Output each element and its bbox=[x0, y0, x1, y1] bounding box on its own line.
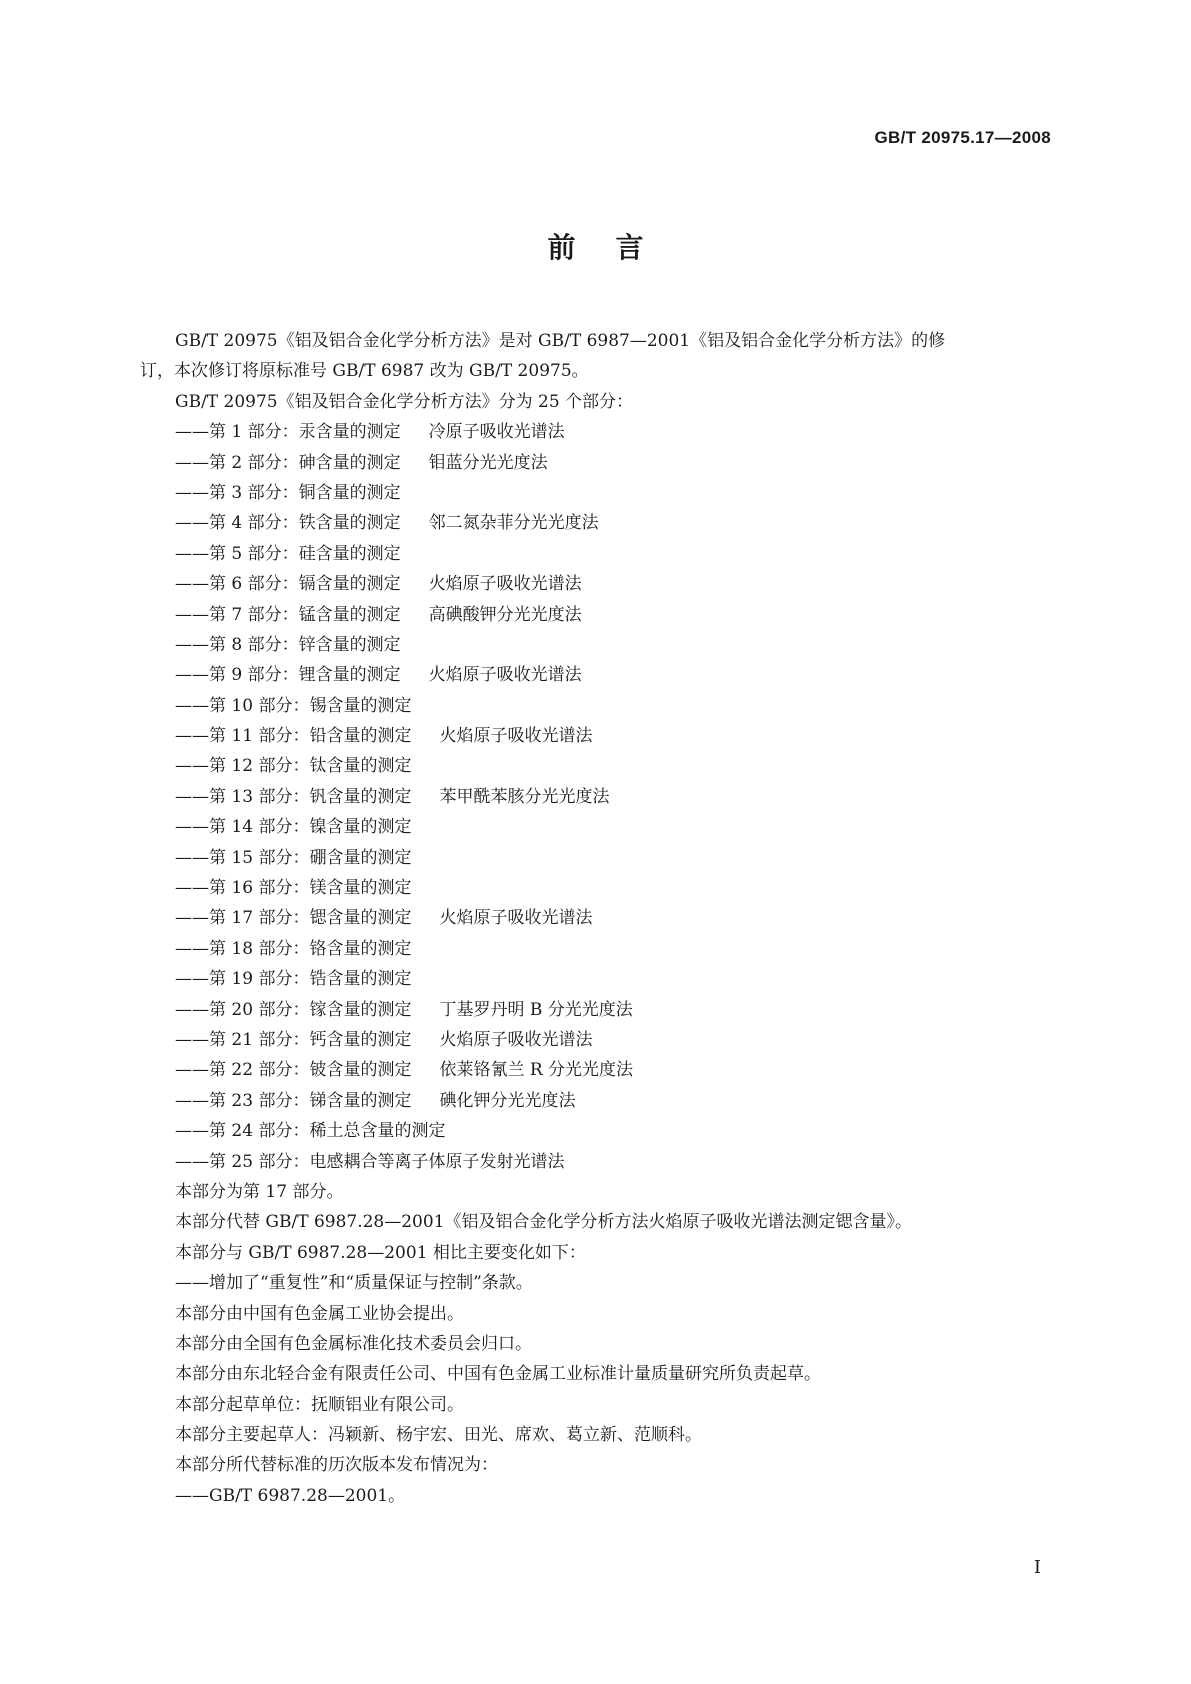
part-label: ——第 16 部分：镁含量的测定 bbox=[175, 878, 412, 899]
closing-line: 本部分由东北轻合金有限责任公司、中国有色金属工业标准计量质量研究所负责起草。 bbox=[175, 1364, 821, 1385]
part-list-item bbox=[175, 782, 1055, 812]
page-number: I bbox=[1033, 1557, 1041, 1578]
part-list-item bbox=[175, 539, 1055, 569]
part-label: ——第 13 部分：钒含量的测定 bbox=[175, 786, 412, 807]
part-method: 火焰原子吸收光谱法 bbox=[439, 1029, 593, 1050]
closing-line: 本部分与 GB/T 6987.28—2001 相比主要变化如下： bbox=[175, 1242, 586, 1263]
closing-line: 本部分由全国有色金属标准化技术委员会归口。 bbox=[175, 1333, 532, 1354]
part-label: ——第 15 部分：硼含量的测定 bbox=[175, 847, 412, 868]
part-label: ——第 7 部分：锰含量的测定 bbox=[175, 604, 401, 625]
closing-line: ——GB/T 6987.28—2001。 bbox=[175, 1485, 406, 1506]
part-list-item bbox=[175, 478, 1055, 508]
part-list-item bbox=[175, 812, 1055, 842]
parts-list bbox=[175, 417, 1055, 1177]
part-label: ——第 18 部分：铬含量的测定 bbox=[175, 938, 412, 959]
part-label: ——第 2 部分：砷含量的测定 bbox=[175, 452, 401, 473]
closing-line: 本部分代替 GB/T 6987.28—2001《铝及铝合金化学分析方法火焰原子吸收光谱法测定锶含量》。 bbox=[175, 1212, 913, 1233]
page-title: 前言 bbox=[547, 231, 684, 264]
part-method: 苯甲酰苯胲分光光度法 bbox=[439, 786, 610, 807]
intro-parts-count: GB/T 20975《铝及铝合金化学分析方法》分为 25 个部分： bbox=[175, 391, 634, 412]
part-label: ——第 10 部分：锡含量的测定 bbox=[175, 695, 412, 716]
part-list-item bbox=[175, 448, 1055, 478]
closing-line: 本部分起草单位：抚顺铝业有限公司。 bbox=[175, 1394, 464, 1415]
part-list-item bbox=[175, 995, 1055, 1025]
part-method: 碘化钾分光光度法 bbox=[439, 1090, 576, 1111]
closing-line: 本部分主要起草人：冯颖新、杨宇宏、田光、席欢、葛立新、范顺科。 bbox=[175, 1425, 702, 1446]
part-label: ——第 9 部分：锂含量的测定 bbox=[175, 665, 401, 686]
part-method: 高碘酸钾分光光度法 bbox=[428, 604, 582, 625]
part-list-item bbox=[175, 751, 1055, 781]
part-list-item bbox=[175, 630, 1055, 660]
part-list-item bbox=[175, 1055, 1055, 1085]
part-label: ——第 25 部分：电感耦合等离子体原子发射光谱法 bbox=[175, 1151, 565, 1172]
part-list-item bbox=[175, 903, 1055, 933]
part-label: ——第 20 部分：镓含量的测定 bbox=[175, 999, 412, 1020]
part-label: ——第 11 部分：铅含量的测定 bbox=[175, 726, 412, 747]
part-method: 依莱铬氰兰 R 分光光度法 bbox=[439, 1060, 634, 1081]
part-list-item bbox=[175, 600, 1055, 630]
part-method: 火焰原子吸收光谱法 bbox=[428, 574, 582, 595]
closing-line: 本部分为第 17 部分。 bbox=[175, 1181, 344, 1202]
part-list-item bbox=[175, 417, 1055, 447]
part-list-item bbox=[175, 843, 1055, 873]
intro-paragraph-line: GB/T 20975《铝及铝合金化学分析方法》是对 GB/T 6987—2001《铝及铝合金化学分析方法》的修 bbox=[175, 331, 946, 351]
part-list-item bbox=[175, 721, 1055, 751]
part-method: 火焰原子吸收光谱法 bbox=[439, 726, 593, 747]
intro-paragraph-line: 订，本次修订将原标准号 GB/T 6987 改为 GB/T 20975。 bbox=[140, 361, 589, 382]
part-method: 冷原子吸收光谱法 bbox=[428, 422, 565, 443]
closing-line: ——增加了“重复性”和“质量保证与控制”条款。 bbox=[175, 1273, 533, 1294]
part-label: ——第 3 部分：铜含量的测定 bbox=[175, 482, 401, 503]
part-list-item bbox=[175, 1116, 1055, 1146]
part-list-item bbox=[175, 1086, 1055, 1116]
part-label: ——第 8 部分：锌含量的测定 bbox=[175, 634, 401, 655]
part-label: ——第 14 部分：镍含量的测定 bbox=[175, 817, 412, 838]
part-label: ——第 17 部分：锶含量的测定 bbox=[175, 908, 412, 929]
part-method: 火焰原子吸收光谱法 bbox=[428, 665, 582, 686]
part-label: ——第 22 部分：铍含量的测定 bbox=[175, 1060, 412, 1081]
part-label: ——第 23 部分：锑含量的测定 bbox=[175, 1090, 412, 1111]
standard-number: GB/T 20975.17—2008 bbox=[874, 128, 1051, 147]
part-list-item bbox=[175, 934, 1055, 964]
part-list-item bbox=[175, 873, 1055, 903]
part-list-item bbox=[175, 508, 1055, 538]
foreword-body bbox=[140, 326, 1055, 1511]
part-list-item bbox=[175, 660, 1055, 690]
part-label: ——第 1 部分：汞含量的测定 bbox=[175, 422, 401, 443]
part-label: ——第 19 部分：锆含量的测定 bbox=[175, 969, 412, 990]
part-list-item bbox=[175, 691, 1055, 721]
part-list-item bbox=[175, 964, 1055, 994]
closing-list bbox=[175, 1177, 1055, 1511]
part-list-item bbox=[175, 1147, 1055, 1177]
closing-line: 本部分由中国有色金属工业协会提出。 bbox=[175, 1303, 464, 1324]
part-label: ——第 6 部分：镉含量的测定 bbox=[175, 574, 401, 595]
part-label: ——第 21 部分：钙含量的测定 bbox=[175, 1029, 412, 1050]
part-method: 丁基罗丹明 B 分光光度法 bbox=[439, 999, 633, 1020]
part-label: ——第 5 部分：硅含量的测定 bbox=[175, 543, 401, 564]
part-label: ——第 12 部分：钛含量的测定 bbox=[175, 756, 412, 777]
part-method: 火焰原子吸收光谱法 bbox=[439, 908, 593, 929]
part-label: ——第 4 部分：铁含量的测定 bbox=[175, 513, 401, 534]
part-method: 邻二氮杂菲分光光度法 bbox=[428, 513, 599, 534]
part-list-item bbox=[175, 569, 1055, 599]
closing-line: 本部分所代替标准的历次版本发布情况为： bbox=[175, 1455, 498, 1476]
part-label: ——第 24 部分：稀土总含量的测定 bbox=[175, 1121, 446, 1142]
part-method: 钼蓝分光光度法 bbox=[428, 452, 548, 473]
part-list-item bbox=[175, 1025, 1055, 1055]
